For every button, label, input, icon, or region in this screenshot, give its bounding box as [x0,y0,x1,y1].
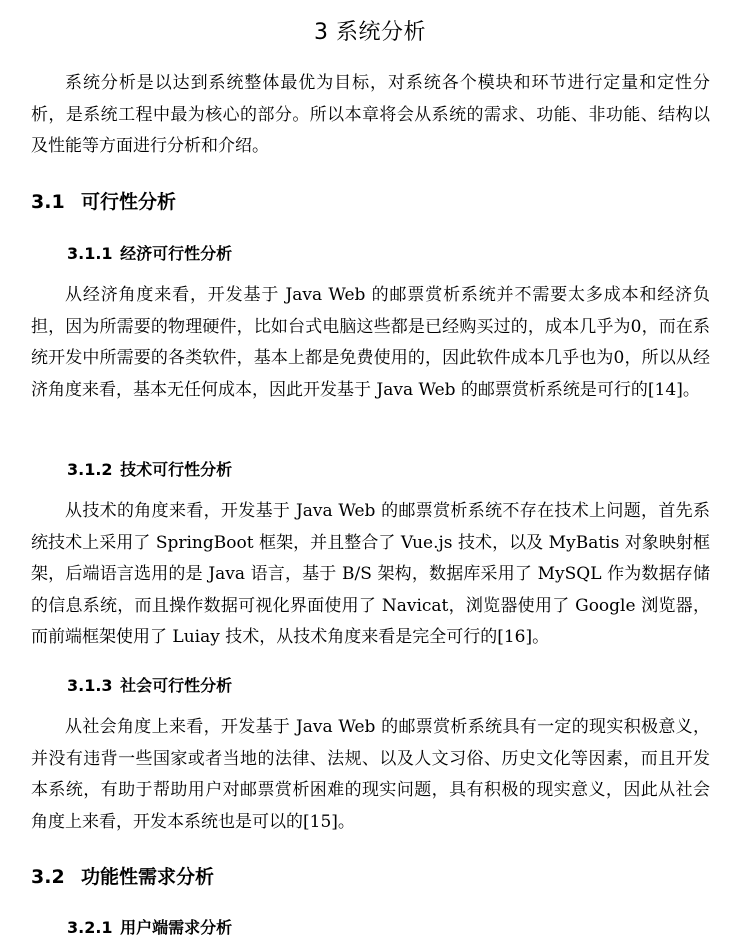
section-number: 3.1 [31,191,65,213]
intro-paragraph: 系统分析是以达到系统整体最优为目标，对系统各个模块和环节进行定量和定性分析，是系统工程中最为核心的部分。所以本章将会从系统的需求、功能、非功能、结构以及性能等方面进行分析和介绍。 [31,73,710,156]
section-heading-3-2 [31,864,214,890]
subsection-number: 3.1.3 [67,676,113,695]
section-title: 可行性分析 [81,191,177,213]
subsection-number: 3.1.1 [67,244,113,263]
chapter-title: 3 系统分析 [314,20,426,45]
subsection-title: 社会可行性分析 [120,676,233,695]
section-title: 功能性需求分析 [81,866,215,888]
subsection-heading-3-2-1 [67,917,232,939]
subsection-heading-3-1-2 [67,459,232,481]
subsection-title: 用户端需求分析 [120,918,233,937]
section-number: 3.2 [31,866,65,888]
subsection-number: 3.2.1 [67,918,113,937]
subsection-heading-3-1-1 [67,243,232,265]
subsection-title: 经济可行性分析 [120,244,233,263]
technical-feasibility-paragraph: 从技术的角度来看，开发基于 Java Web 的邮票赏析系统不存在技术上问题，首先系统技术上采用了 SpringBoot 框架，并且整合了 Vue.js 技术，以及 MyBatis 对象映射框架，后端语言选用的是 Java 语言，基于 B/S 架构，数据库采用了 MySQL 作为数据存储的信息系统，而且操作数据可视化界面使用了 Navicat，浏览器使用了 Google 浏览器，而前端框架使用了 Luiay 技术，从技术角度来看是完全可行的[16]。 [31,501,710,647]
subsection-heading-3-1-3 [67,675,232,697]
subsection-title: 技术可行性分析 [120,460,233,479]
subsection-number: 3.1.2 [67,460,113,479]
social-feasibility-paragraph: 从社会角度上来看，开发基于 Java Web 的邮票赏析系统具有一定的现实积极意义，并没有违背一些国家或者当地的法律、法规、以及人文习俗、历史文化等因素，而且开发本系统，有助于帮助用户对邮票赏析困难的现实问题，具有积极的现实意义，因此从社会角度上来看，开发本系统也是可以的[15]。 [31,717,710,832]
economic-feasibility-paragraph: 从经济角度来看，开发基于 Java Web 的邮票赏析系统并不需要太多成本和经济负担，因为所需要的物理硬件，比如台式电脑这些都是已经购买过的，成本几乎为0，而在系统开发中所需要的各类软件，基本上都是免费使用的，因此软件成本几乎也为0，所以从经济角度来看，基本无任何成本，因此开发基于 Java Web 的邮票赏析系统是可行的[14]。 [31,285,710,400]
section-heading-3-1 [31,189,176,215]
